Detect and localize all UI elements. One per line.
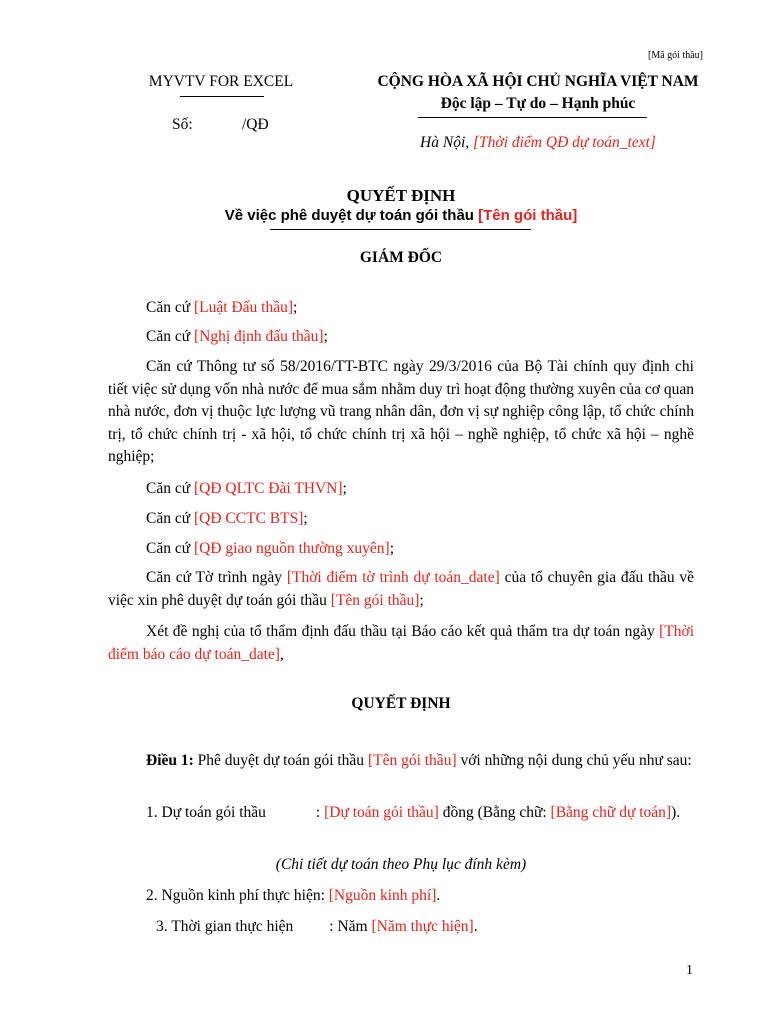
basis-semicolon: ; [303,510,308,527]
document-code-tag: [Mã gói thầu] [648,50,703,61]
item-field: [Dự toán gói thầu] [324,804,439,821]
basis-prefix: Căn cứ [146,540,191,557]
basis-item [108,508,694,531]
item-field: [Bằng chữ dự toán] [550,804,672,821]
article-field: [Tên gói thầu] [367,752,457,769]
basis-text: của tổ chuyên gia đấu thầu về việc xin phê duyệt dự toán gói thầu [108,569,695,609]
article-text: với những nội dung chủ yếu như sau: [460,752,692,769]
item-colon: : Năm [329,918,368,935]
basis-field: [QĐ CCTC BTS] [194,510,304,527]
article-label: Điều 1: [146,752,194,769]
item-label: 1. Dự toán gói thầu [146,804,266,821]
basis-prefix: Căn cứ [146,328,191,345]
basis-prefix: Căn cứ [146,510,191,527]
basis-field: [Luật Đấu thầu] [194,299,293,316]
basis-circular-paragraph: Căn cứ Thông tư số 58/2016/TT-BTC ngày 29/3/2016 của Bộ Tài chính quy định chi tiết việc sử dụng vốn nhà nước để mua sắm nhằm duy trì hoạt động thường xuyên của cơ quan nhà nước, đơn vị thuộc lực lượng vũ trang nhân dân, đơn vị sự nghiệp công lập, tổ chức chính trị, tổ chức chính trị - xã hội, tổ chức chính trị xã hội – nghề nghiệp, tổ chức xã hội – nghề nghiệp; [108,358,694,465]
item-field: [Nguồn kinh phí] [328,887,437,904]
basis-field: [QĐ giao nguồn thường xuyên] [194,540,390,557]
organization-name: MYVTV FOR EXCEL [148,73,294,90]
basis-text: Xét đề nghị của tổ thẩm định đấu thầu tại Báo cáo kết quả thẩm tra dự toán ngày [146,623,655,640]
item-field: [Năm thực hiện] [371,918,474,935]
authority-heading: GIÁM ĐỐC [359,249,443,266]
country-name: CỘNG HÒA XÃ HỘI CHỦ NGHĨA VIỆT NAM [377,73,699,90]
basis-prefix: Căn cứ [146,299,191,316]
basis-semicolon: ; [419,591,424,609]
place-date-line [346,134,730,152]
item-label: 2. Nguồn kinh phí thực hiện: [146,887,325,904]
motto-underline [418,117,647,118]
subtitle-package-field: [Tên gói thầu] [478,207,578,224]
basis-field: [Tên gói thầu] [330,591,420,609]
title-underline [270,229,531,230]
item-text: đồng (Bằng chữ: [442,804,547,821]
basis-item [108,297,694,320]
basis-proposal-paragraph [108,567,694,612]
basis-comma: , [279,645,284,663]
appendix-note: (Chi tiết dự toán theo Phụ lục đính kèm) [275,856,527,873]
basis-field: [QĐ QLTC Đài THVN] [194,480,343,497]
decision-date-field: [Thời điểm QĐ dự toán_text] [473,134,656,151]
item-end: . [473,918,478,935]
article-text: Phê duyệt dự toán gói thầu [197,752,365,769]
national-motto: Độc lập – Tự do – Hạnh phúc [440,95,636,112]
basis-item [108,538,694,561]
basis-semicolon: ; [323,328,328,345]
item-colon: : [315,804,321,821]
document-number-suffix: /QĐ [242,116,269,133]
article-1 [108,750,694,773]
basis-item [108,326,694,349]
basis-review-paragraph [108,621,694,666]
place: Hà Nội, [420,134,470,151]
basis-item [108,478,694,501]
org-underline [180,96,264,97]
basis-semicolon: ; [342,480,347,497]
document-title: QUYẾT ĐỊNH [346,186,456,205]
page-number: 1 [686,963,693,978]
basis-semicolon: ; [389,540,394,557]
document-subtitle [108,207,694,224]
item-funding [108,885,694,908]
decision-heading: QUYẾT ĐỊNH [351,695,451,712]
item-end: ). [671,804,681,821]
basis-prefix: Căn cứ [146,480,191,497]
subtitle-text: Về việc phê duyệt dự toán gói thầu [224,207,474,224]
basis-semicolon: ; [293,299,298,316]
basis-text: Căn cứ Tờ trình ngày [146,569,283,586]
basis-field: [Thời điểm báo cáo dự toán_date] [108,623,695,663]
document-number-label: Số: [172,116,193,133]
item-duration [108,916,694,939]
basis-field: [Thời điểm tờ trình dự toán_date] [286,569,500,586]
basis-field: [Nghị định đấu thầu] [194,328,324,345]
item-label: 3. Thời gian thực hiện [156,918,294,935]
item-end: . [436,887,441,904]
item-estimate [108,802,694,825]
